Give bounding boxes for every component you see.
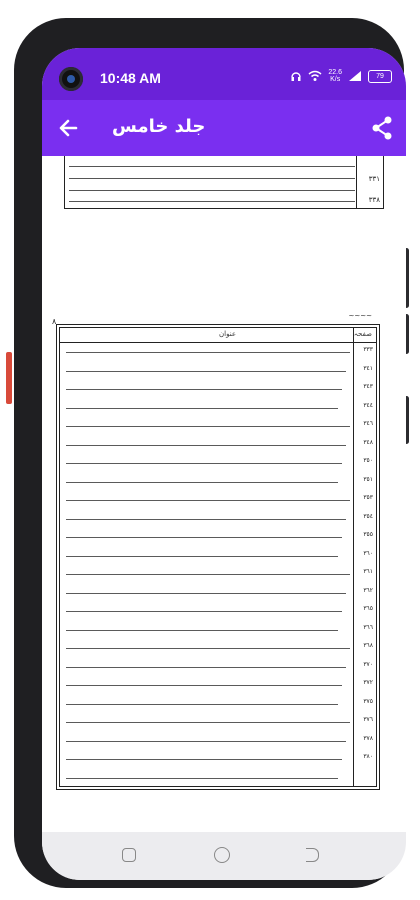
toc-page-number: ٣٦٥ — [363, 605, 373, 612]
toc-header-title: عنوان — [219, 330, 236, 338]
toc-page-number: ٣٥٤ — [363, 512, 373, 520]
recent-apps-icon[interactable] — [122, 848, 136, 862]
toc-text-line — [66, 426, 350, 427]
toc-text-line — [66, 371, 346, 372]
toc-page-number: ٣٧٦ — [363, 716, 373, 723]
app-bar — [42, 100, 406, 156]
navigation-bar — [42, 832, 406, 880]
toc-page-number: ٣٦٨ — [363, 642, 373, 649]
page-number: ٣٣١ — [368, 175, 380, 183]
text-line — [69, 201, 355, 202]
toc-text-line — [66, 445, 346, 446]
page-number: ٣٣٨ — [368, 196, 380, 204]
phone-frame — [14, 18, 404, 888]
toc-page-number: ٣٦٢ — [363, 586, 373, 594]
toc-inner-border — [59, 327, 377, 787]
network-speed-value: 22.6 — [328, 69, 342, 76]
status-icons — [290, 69, 392, 83]
toc-text-line — [66, 741, 346, 742]
toc-page-number: ٣٣٣ — [363, 346, 373, 353]
toc-text-line — [66, 630, 338, 631]
toc-text-line — [66, 556, 338, 557]
toc-page-number: ٣٤٨ — [363, 438, 373, 446]
toc-page-number: ٣٦٦ — [363, 623, 373, 631]
toc-text-line — [66, 463, 342, 464]
toc-text-line — [66, 389, 342, 390]
toc-page-number: ٣٤١ — [363, 364, 373, 372]
screen — [42, 48, 406, 880]
toc-page-number: ٣٦١ — [363, 568, 373, 575]
toc-text-line — [66, 408, 338, 409]
toc-text-line — [66, 482, 338, 483]
phone-red-button — [6, 352, 12, 404]
battery-indicator: 79 — [368, 70, 392, 83]
status-time: 10:48 AM — [100, 70, 161, 86]
network-speed-unit: K/s — [330, 76, 341, 83]
toc-page-number: ٣٧٥ — [363, 697, 373, 705]
toc-page-number: ٣٥١ — [363, 475, 373, 483]
status-bar — [42, 48, 406, 100]
toc-text-line — [66, 537, 342, 538]
toc-text-line — [66, 611, 342, 612]
document-viewer[interactable] — [42, 156, 406, 832]
toc-text-line — [66, 500, 350, 501]
toc-page-number: ٣٨٠ — [363, 753, 373, 760]
toc-header-page: صفحہ — [353, 330, 372, 338]
arrow-left-icon[interactable] — [56, 116, 80, 140]
toc-page-number: ٣٤٣ — [363, 383, 373, 390]
signal-icon — [348, 70, 362, 82]
toc-page-number: ٣٧٠ — [363, 660, 373, 668]
page-title: جلد خامس — [112, 116, 206, 137]
toc-text-line — [66, 722, 350, 723]
page-header: ~~~~ — [348, 312, 372, 320]
toc-text-line — [66, 704, 338, 705]
headphones-icon — [290, 70, 302, 82]
network-speed — [328, 69, 342, 83]
front-camera — [59, 67, 83, 91]
wifi-icon — [308, 70, 322, 82]
share-icon[interactable] — [370, 115, 394, 141]
text-line — [69, 178, 355, 179]
table-of-contents — [56, 324, 380, 790]
toc-page-number: ٣٥٠ — [363, 457, 373, 464]
back-nav-icon[interactable] — [306, 848, 319, 862]
toc-text-line — [66, 778, 338, 779]
toc-page-number: ٣٧٨ — [363, 734, 373, 742]
toc-page-number: ٣٧٢ — [363, 679, 373, 686]
toc-page-number: ٣٥٥ — [363, 531, 373, 538]
toc-text-line — [66, 519, 346, 520]
home-icon[interactable] — [214, 847, 230, 863]
toc-page-number: ٣٤٤ — [363, 401, 373, 409]
page-marker: ٨ — [52, 317, 57, 326]
toc-text-line — [66, 667, 346, 668]
text-line — [69, 190, 355, 191]
previous-page-table — [64, 156, 384, 209]
text-line — [69, 166, 355, 167]
page-number-column — [356, 156, 383, 208]
toc-text-line — [66, 352, 350, 353]
toc-header — [60, 328, 376, 343]
toc-text-line — [66, 759, 342, 760]
toc-text-line — [66, 593, 346, 594]
toc-text-line — [66, 685, 342, 686]
toc-page-number: ٣٤٦ — [363, 420, 373, 427]
toc-page-number: ٣٥٣ — [363, 494, 373, 501]
toc-text-line — [66, 574, 350, 575]
toc-page-number: ٣٦٠ — [363, 549, 373, 557]
toc-text-line — [66, 648, 350, 649]
